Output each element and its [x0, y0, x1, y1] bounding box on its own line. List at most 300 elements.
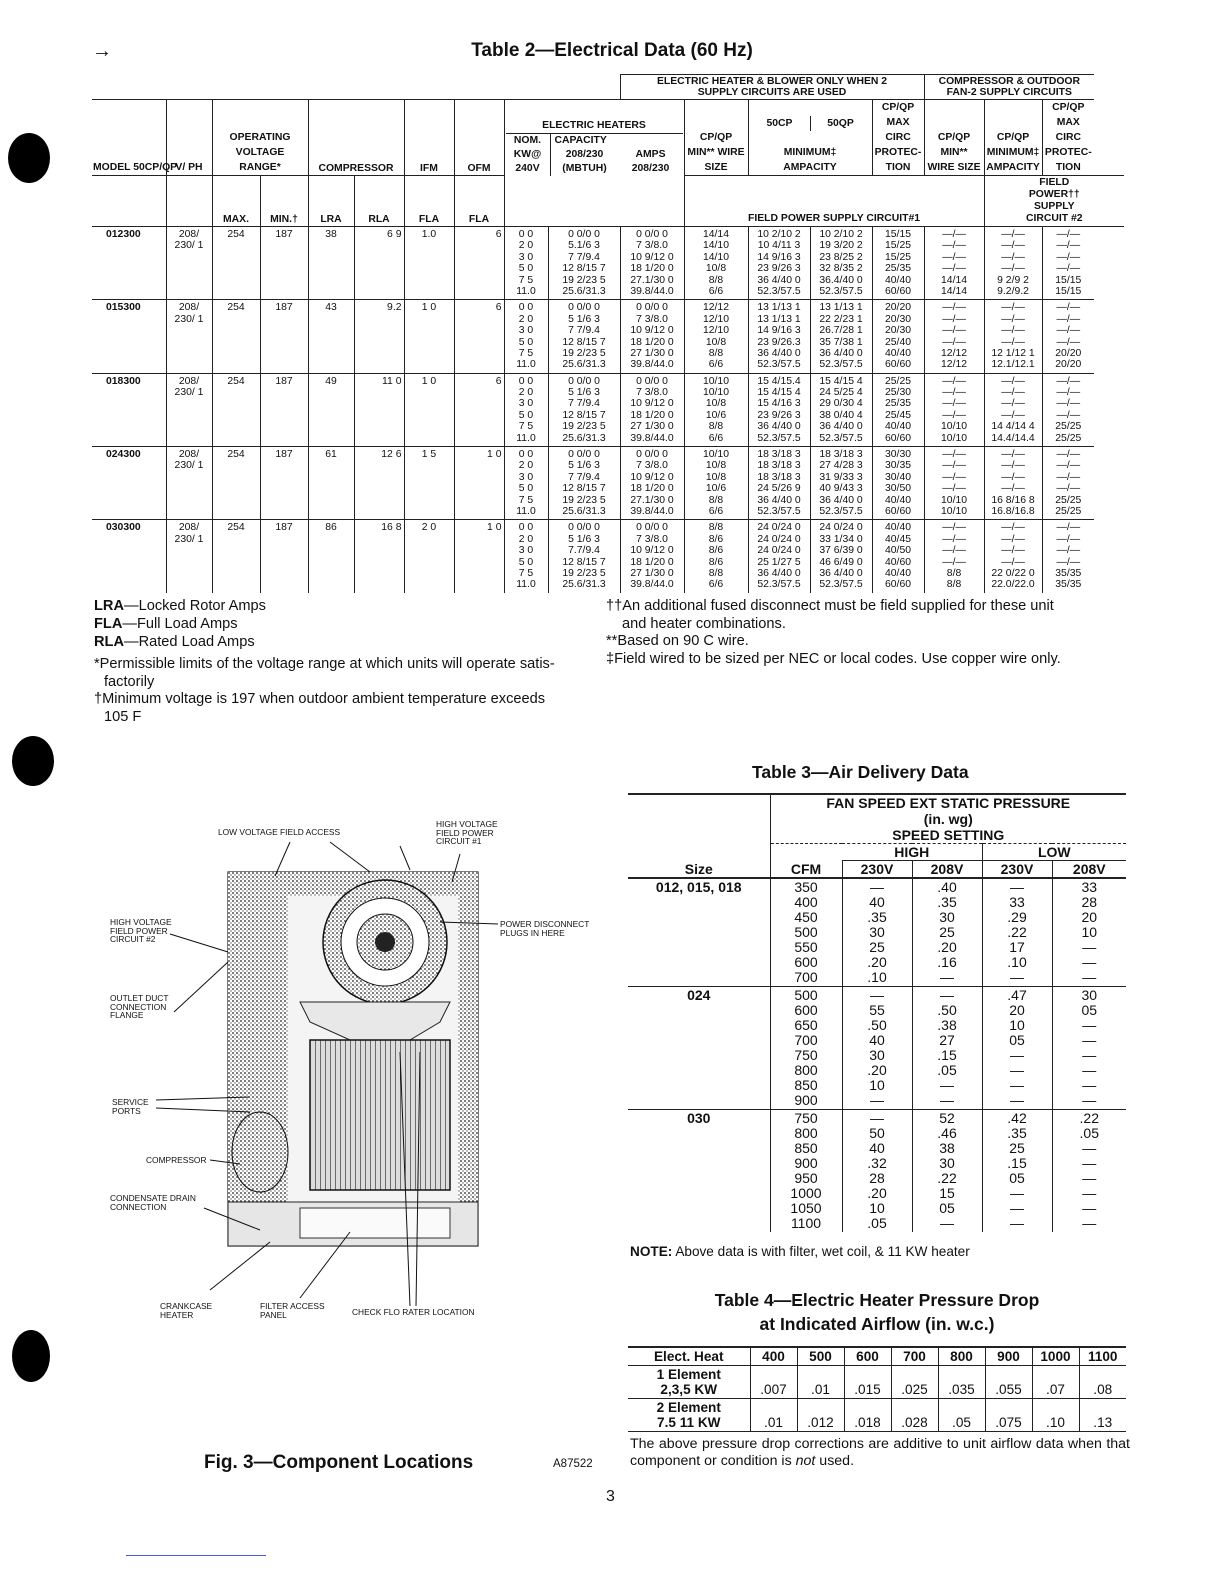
cell-ofm: 6: [454, 300, 504, 373]
cell-line: 30/30: [885, 449, 912, 461]
cell-line: 10/8: [705, 398, 727, 410]
cell-line: 12 1/12 1: [991, 347, 1035, 359]
cell-line: 750: [794, 1110, 818, 1126]
air-delivery-table: [628, 793, 1126, 1232]
row-header-line: 2 Element: [656, 1400, 721, 1415]
row-header-line: 2,3,5 KW: [660, 1382, 718, 1397]
cell-line: 10 2/10 2: [757, 229, 801, 240]
cell-line: 25/30: [885, 387, 912, 399]
cell-line: —: [1082, 1215, 1097, 1231]
cfm-header: CFM: [770, 861, 842, 879]
cell-line: 7 5: [518, 347, 534, 359]
cell-line: 12/12: [702, 302, 729, 314]
cell-line: 10/6: [705, 483, 727, 495]
cell-line: —: [1082, 954, 1097, 970]
cell-l208: [1052, 1110, 1126, 1233]
cell-a50qp: [810, 300, 872, 373]
cell-line: —/—: [1001, 240, 1025, 252]
cell-line: 15 4/15 4: [819, 375, 863, 387]
field-circuit-1-header: FIELD POWER SUPPLY CIRCUIT#1: [684, 176, 984, 227]
cell-line: 17: [1009, 939, 1025, 955]
cell-line: 0 0: [518, 375, 534, 387]
cell-line: —/—: [1001, 449, 1025, 461]
high-230-header: 230V: [842, 861, 912, 879]
cell-line: 11.0: [516, 285, 536, 297]
cell-line: —: [1082, 1200, 1097, 1216]
table2-title: Table 2—Electrical Data (60 Hz): [471, 40, 753, 61]
cell-line: 27 1/30 0: [630, 347, 674, 359]
cell-line: —: [940, 1077, 954, 1093]
page-number: 3: [606, 1488, 615, 1505]
cell-line: 20/30: [885, 325, 912, 337]
cell-line: 12 8/15 7: [562, 483, 606, 495]
cell-line: 40/40: [885, 421, 912, 433]
cell-line: —: [870, 1092, 884, 1108]
cell-kw: [504, 300, 548, 373]
cell-line: 10/10: [702, 375, 729, 387]
cell-line: 0 0/0 0: [568, 522, 600, 534]
cell-line: 24 0/24 0: [819, 522, 863, 534]
cell-line: .05: [867, 1215, 887, 1231]
cell-line: 10/6: [705, 409, 727, 421]
cell-line: 18 1/20 0: [630, 556, 674, 568]
max-protection-2-header: CP/QP MAX CIRC PROTEC- TION: [1042, 100, 1094, 176]
cell-line: 40/40: [885, 347, 912, 359]
cell-min: 187: [260, 227, 308, 300]
cell-line: 550: [794, 939, 818, 955]
cell-amps: [620, 373, 684, 446]
cell-a50cp: [748, 520, 810, 593]
cell-max: 254: [212, 520, 260, 593]
value-cell: .07: [1032, 1366, 1079, 1399]
cell-line: 5 0: [518, 556, 534, 568]
cell-line: —: [1082, 1077, 1097, 1093]
value-cell: .08: [1079, 1366, 1126, 1399]
cell-line: 40 9/43 3: [819, 483, 863, 495]
cell-line: 29 0/30 4: [819, 398, 863, 410]
cell-wire: [684, 373, 748, 446]
cell-vph: 208/ 230/ 1: [166, 300, 212, 373]
cell-line: 25.6/31.3: [562, 359, 606, 371]
cell-line: 700: [794, 1032, 818, 1048]
cell-line: 36.4/40 0: [819, 274, 863, 286]
cell-line: 7 3/8.0: [636, 387, 668, 399]
compressor-header: COMPRESSOR: [308, 100, 404, 176]
cell-line: 23 9/26 3: [757, 263, 801, 275]
cell-line: 25/25: [1055, 432, 1082, 444]
table-row: [628, 1110, 1126, 1233]
cell-line: 27.1/30 0: [630, 274, 674, 286]
cell-line: 15 4/15.4: [757, 375, 801, 387]
cell-line: 15/25: [885, 251, 912, 263]
cell-line: 12 8/15 7: [562, 556, 606, 568]
cell-line: 39.8/44.0: [630, 359, 674, 371]
size-cell: 012, 015, 018: [655, 879, 742, 895]
wire-size-header: CP/QP MIN** WIRE SIZE: [684, 100, 748, 176]
cell-model: 012300: [92, 227, 166, 300]
cell-ofm: 1 0: [454, 447, 504, 520]
cell-line: 52.3/57.5: [819, 579, 863, 591]
cell-line: 36 4/40 0: [819, 494, 863, 506]
cell-line: —: [1010, 1185, 1024, 1201]
cell-line: —/—: [942, 533, 966, 545]
cell-line: 40/40: [885, 494, 912, 506]
cell-line: 19 2/23 5: [562, 494, 606, 506]
cell-wire2: [924, 447, 984, 520]
cell-line: 10/10: [941, 505, 968, 517]
cell-min: 187: [260, 373, 308, 446]
cell-line: 19 2/23 5: [562, 567, 606, 579]
cell-a50cp: [748, 447, 810, 520]
binder-hole-top: [8, 133, 50, 183]
cell-line: 25 1/27 5: [757, 556, 801, 568]
cell-line: 31 9/33 3: [819, 471, 863, 483]
cell-line: 40/50: [885, 545, 912, 557]
pressure-drop-table: [628, 1346, 1126, 1432]
cell-line: —: [1010, 879, 1024, 895]
cell-maxc: [872, 300, 924, 373]
cell-line: 15/15: [1055, 274, 1082, 286]
cell-amps: [620, 300, 684, 373]
cell-line: .22: [1079, 1110, 1099, 1126]
cell-line: 12.1/12.1: [991, 359, 1035, 371]
table-row: [92, 520, 1124, 593]
cell-line: —/—: [1056, 545, 1081, 557]
cell-line: 38: [939, 1140, 955, 1156]
cell-line: .32: [867, 1155, 887, 1171]
cell-line: 36 4/40 0: [819, 347, 863, 359]
cell-line: —/—: [942, 263, 966, 275]
cell-wire2: [924, 300, 984, 373]
value-cell: .055: [985, 1366, 1032, 1399]
cell-max: 254: [212, 373, 260, 446]
cell-maxc: [872, 373, 924, 446]
cell-line: 52: [939, 1110, 955, 1126]
cell-line: —: [940, 987, 954, 1003]
cell-line: .10: [1007, 954, 1027, 970]
cell-line: 20/20: [885, 302, 912, 314]
figure-code: A87522: [553, 1458, 593, 1470]
cell-line: —/—: [1001, 336, 1025, 348]
cell-h230: [842, 1110, 912, 1233]
cell-model: 015300: [92, 300, 166, 373]
cell-line: 19 2/23 5: [562, 347, 606, 359]
cell-ifm: 1 0: [404, 300, 454, 373]
cell-a50qp: [810, 227, 872, 300]
cell-line: 12/10: [702, 313, 729, 325]
cell-line: 40/40: [885, 522, 912, 534]
cell-line: —/—: [1056, 471, 1081, 483]
table3-title: Table 3—Air Delivery Data: [752, 762, 969, 782]
cell-line: 7 3/8.0: [636, 460, 668, 472]
cell-line: 18 3/18 3: [757, 471, 801, 483]
cell-l208: [1052, 987, 1126, 1110]
cell-max2: [1042, 447, 1094, 520]
cell-line: 52.3/57.5: [819, 285, 863, 297]
min-header: MIN.†: [260, 176, 308, 227]
cell-ifm: 1.0: [404, 227, 454, 300]
cell-line: .20: [867, 954, 887, 970]
cell-line: 10/8: [705, 460, 727, 472]
cell-line: —/—: [1001, 398, 1025, 410]
cell-line: 7.7/9.4: [568, 545, 600, 557]
cell-line: 26.7/28 1: [819, 325, 863, 337]
cell-line: 16 8/16 8: [991, 494, 1035, 506]
cell-line: 25: [939, 924, 955, 940]
cell-amp2: [984, 373, 1042, 446]
cell-line: 900: [794, 1092, 818, 1108]
cell-ofm: 6: [454, 373, 504, 446]
cell-l208: [1052, 878, 1126, 987]
cell-line: 850: [794, 1140, 818, 1156]
cell-line: 25.6/31.3: [562, 432, 606, 444]
cell-line: 14 4/14 4: [991, 421, 1035, 433]
cell-h208: [912, 1110, 982, 1233]
cell-line: 33: [1009, 894, 1025, 910]
airflow-header: 400: [750, 1347, 797, 1366]
cell-line: 25: [869, 939, 885, 955]
cell-line: —: [1082, 939, 1097, 955]
cell-line: 24 5/25 4: [819, 387, 863, 399]
cell-line: .46: [937, 1125, 957, 1141]
cell-line: 25/40: [885, 336, 912, 348]
table-row: [92, 447, 1124, 520]
rla-header: RLA: [354, 176, 404, 227]
cell-line: 10 9/12 0: [630, 471, 674, 483]
value-cell: .10: [1032, 1399, 1079, 1432]
cell-line: 20/30: [885, 313, 912, 325]
cell-line: 0 0: [518, 522, 534, 534]
cell-line: —: [870, 1110, 884, 1126]
airflow-header: 1000: [1032, 1347, 1079, 1366]
cell-line: 52.3/57.5: [757, 579, 801, 591]
size-cell: 024: [687, 987, 711, 1003]
cell-line: .20: [937, 939, 957, 955]
cell-vph: 208/ 230/ 1: [166, 373, 212, 446]
cell-line: —/—: [942, 460, 966, 472]
cell-line: 14/14: [941, 274, 968, 286]
cell-line: 36 4/40 0: [819, 567, 863, 579]
cell-line: 700: [794, 969, 818, 985]
label-power-disconnect: POWER DISCONNECT PLUGS IN HERE: [500, 919, 590, 938]
cell-line: .50: [867, 1017, 887, 1033]
airflow-header: 600: [844, 1347, 891, 1366]
electric-heaters-header: ELECTRIC HEATERS NOM. CAPACITY KW@ 208/230 AMPS 240V (MBTUH) 208/230: [504, 100, 684, 176]
airflow-header: 800: [938, 1347, 985, 1366]
cell-line: 05: [939, 1200, 955, 1216]
cell-line: 10 9/12 0: [630, 325, 674, 337]
cell-line: 6/6: [708, 579, 724, 591]
cell-line: 24 5/26 9: [757, 483, 801, 495]
cell-wire2: [924, 373, 984, 446]
cell-amps: [620, 520, 684, 593]
cell-line: 1050: [790, 1200, 822, 1216]
cell-line: —/—: [1001, 302, 1025, 314]
cell-line: 9.2/9.2: [997, 285, 1029, 297]
cell-line: —: [1010, 1092, 1024, 1108]
cell-line: 11.0: [516, 432, 536, 444]
cell-wire: [684, 227, 748, 300]
label-high-voltage-1: HIGH VOLTAGE FIELD POWER CIRCUIT #1: [436, 819, 498, 847]
cell-line: 0 0/0 0: [636, 522, 668, 534]
cell-line: —/—: [1056, 240, 1081, 252]
cell-line: 60/60: [885, 432, 912, 444]
cell-lra: 61: [308, 447, 354, 520]
cell-rla: 6 9: [354, 227, 404, 300]
cell-line: 52.3/57.5: [819, 432, 863, 444]
low-208-header: 208V: [1052, 861, 1126, 879]
cell-line: —/—: [942, 522, 966, 534]
fan-speed-header: FAN SPEED EXT STATIC PRESSURE: [770, 794, 1126, 811]
cell-line: 36 4/40 0: [757, 567, 801, 579]
cell-line: 7 3/8.0: [636, 313, 668, 325]
cell-line: 12 8/15 7: [562, 263, 606, 275]
value-cell: .015: [844, 1366, 891, 1399]
cell-amps: [620, 447, 684, 520]
cell-line: .05: [937, 1062, 957, 1078]
cell-line: 27 1/30 0: [630, 567, 674, 579]
cell-lra: 49: [308, 373, 354, 446]
cell-ifm: 2 0: [404, 520, 454, 593]
cell-line: —: [1010, 1047, 1024, 1063]
binder-hole-middle: [12, 736, 54, 786]
cell-line: 5 0: [518, 409, 534, 421]
cell-line: 9 2/9 2: [997, 274, 1029, 286]
cell-line: 3 0: [518, 251, 534, 263]
cell-line: 7 5: [518, 274, 534, 286]
cell-line: 30/50: [885, 483, 912, 495]
cell-line: 27: [939, 1032, 955, 1048]
cell-line: 05: [1009, 1170, 1025, 1186]
cell-line: —/—: [1001, 522, 1025, 534]
cell-min: 187: [260, 300, 308, 373]
cell-maxc: [872, 227, 924, 300]
cell-line: 8/8: [708, 522, 724, 534]
high-208-header: 208V: [912, 861, 982, 879]
cell-max2: [1042, 520, 1094, 593]
cell-rla: 11 0: [354, 373, 404, 446]
cell-line: 500: [794, 987, 818, 1003]
cell-line: 30: [869, 924, 885, 940]
cell-line: —/—: [1001, 533, 1025, 545]
ofm-fla-header: FLA: [454, 176, 504, 227]
cell-line: 10 9/12 0: [630, 251, 674, 263]
cell-line: —: [870, 987, 884, 1003]
cell-line: 15: [939, 1185, 955, 1201]
cell-h230: [842, 878, 912, 987]
cell-line: 36 4/40 0: [819, 421, 863, 433]
cell-line: 30: [1081, 987, 1098, 1003]
cell-model: 018300: [92, 373, 166, 446]
cell-line: 23 9/26 3: [757, 409, 801, 421]
cell-line: —/—: [1056, 251, 1081, 263]
cell-line: .35: [937, 894, 957, 910]
cell-line: 8/6: [708, 556, 724, 568]
cell-ifm: 1 5: [404, 447, 454, 520]
cell-line: 1000: [790, 1185, 822, 1201]
cell-amps: [620, 227, 684, 300]
cell-line: 0 0/0 0: [568, 449, 600, 461]
cell-line: —/—: [942, 336, 966, 348]
cell-line: 3 0: [518, 545, 534, 557]
legend-fla: FLA—Full Load Amps: [94, 616, 238, 632]
cell-l230: [982, 1110, 1052, 1233]
cell-model: 030300: [92, 520, 166, 593]
cell-line: 7 5: [518, 421, 534, 433]
cell-line: —: [1082, 1047, 1097, 1063]
cell-line: 350: [794, 879, 818, 895]
cell-line: 35/35: [1055, 567, 1082, 579]
ifm-header: IFM: [404, 100, 454, 176]
cell-line: 30: [939, 909, 955, 925]
cell-line: —/—: [1056, 409, 1081, 421]
cell-line: 7 7/9.4: [568, 251, 600, 263]
cell-rla: 9.2: [354, 300, 404, 373]
cell-line: 11.0: [516, 579, 536, 591]
cell-line: 600: [794, 1002, 818, 1018]
cell-line: —/—: [1056, 449, 1081, 461]
cell-line: —: [1082, 1185, 1097, 1201]
cell-line: 3 0: [518, 325, 534, 337]
cell-line: —: [1010, 1215, 1024, 1231]
cell-line: 0 0/0 0: [636, 375, 668, 387]
cell-line: 2 0: [518, 240, 534, 252]
label-low-voltage: LOW VOLTAGE FIELD ACCESS: [218, 827, 341, 837]
low-230-header: 230V: [982, 861, 1052, 879]
cell-line: 10/10: [941, 494, 968, 506]
cell-line: —/—: [942, 556, 966, 568]
cell-ofm: 1 0: [454, 520, 504, 593]
cell-line: 52.3/57.5: [757, 432, 801, 444]
cell-line: 6/6: [708, 285, 724, 297]
cell-line: 18 1/20 0: [630, 336, 674, 348]
cell-line: 36 4/40 0: [757, 274, 801, 286]
cell-line: 2 0: [518, 460, 534, 472]
high-header: HIGH: [842, 844, 982, 861]
cell-line: —/—: [942, 409, 966, 421]
cell-line: 25: [1009, 1140, 1025, 1156]
cell-vph: 208/ 230/ 1: [166, 520, 212, 593]
cell-line: 19 2/23 5: [562, 274, 606, 286]
cell-line: 33 1/34 0: [819, 533, 863, 545]
cell-line: 450: [794, 909, 818, 925]
cell-line: 39.8/44.0: [630, 432, 674, 444]
cell-line: 30/40: [885, 471, 912, 483]
cell-lra: 38: [308, 227, 354, 300]
cell-line: .20: [867, 1062, 887, 1078]
cell-max: 254: [212, 300, 260, 373]
cell-line: 7 5: [518, 494, 534, 506]
cell-line: 14/10: [702, 251, 729, 263]
cell-cap: [548, 373, 620, 446]
cell-line: 10 2/10 2: [819, 229, 863, 240]
cell-min: 187: [260, 447, 308, 520]
cell-line: —/—: [942, 240, 966, 252]
cell-line: 36 4/40 0: [757, 494, 801, 506]
page-arrow: →: [92, 40, 112, 62]
cell-cfm: [770, 987, 842, 1110]
cell-line: —: [870, 879, 884, 895]
cell-line: 8/8: [946, 579, 962, 591]
cell-cfm: [770, 1110, 842, 1233]
cell-amp2: [984, 520, 1042, 593]
cell-line: 5 0: [518, 263, 534, 275]
cell-line: .42: [1007, 1110, 1027, 1126]
cell-line: 30: [869, 1047, 885, 1063]
cell-wire2: [924, 520, 984, 593]
cell-line: .15: [1007, 1155, 1027, 1171]
field-circuit-2-header: FIELD POWER†† SUPPLY CIRCUIT #2: [984, 176, 1124, 227]
